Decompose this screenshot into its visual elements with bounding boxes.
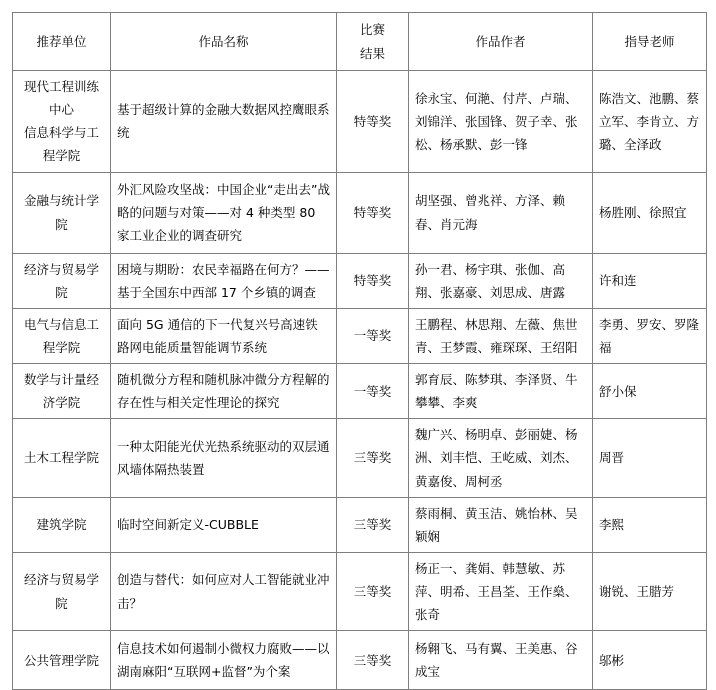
cell-unit: 现代工程训练中心 信息科学与工程学院 <box>13 71 111 173</box>
cell-title: 一种太阳能光伏光热系统驱动的双层通风墙体隔热装置 <box>111 419 337 497</box>
table-row <box>13 497 707 552</box>
cell-result: 三等奖 <box>337 419 409 497</box>
header-row <box>13 13 707 71</box>
cell-title: 困境与期盼：农民幸福路在何方？——基于全国东中西部 17 个乡镇的调查 <box>111 253 337 308</box>
cell-title: 信息技术如何遏制小微权力腐败——以湖南麻阳“互联网+监督”为个案 <box>111 631 337 690</box>
cell-teacher: 邬彬 <box>593 631 707 690</box>
cell-result: 三等奖 <box>337 497 409 552</box>
cell-unit: 经济与贸易学院 <box>13 253 111 308</box>
cell-result: 三等奖 <box>337 631 409 690</box>
cell-unit: 金融与统计学院 <box>13 172 111 253</box>
cell-authors: 杨正一、龚娟、韩慧敏、苏萍、明希、王昌荃、王作燊、张奇 <box>409 552 593 630</box>
cell-teacher: 李熙 <box>593 497 707 552</box>
cell-authors: 蔡雨桐、黄玉洁、姚怡林、吴颖娴 <box>409 497 593 552</box>
column-header-result-line1: 比赛 <box>359 22 385 38</box>
cell-teacher: 舒小保 <box>593 364 707 419</box>
cell-result: 特等奖 <box>337 172 409 253</box>
cell-teacher: 杨胜刚、徐照宜 <box>593 172 707 253</box>
cell-teacher: 周晋 <box>593 419 707 497</box>
cell-title: 面向 5G 通信的下一代复兴号高速铁路网电能质量智能调节系统 <box>111 308 337 363</box>
cell-teacher: 许和连 <box>593 253 707 308</box>
cell-unit: 公共管理学院 <box>13 631 111 690</box>
table-row <box>13 552 707 630</box>
column-header-unit: 推荐单位 <box>13 13 111 71</box>
table-row <box>13 308 707 363</box>
cell-authors: 徐永宝、何滟、付芹、卢瑞、刘锦洋、张国锋、贺子幸、张松、杨承默、彭一锋 <box>409 71 593 173</box>
cell-title: 随机微分方程和随机脉冲微分方程解的存在性与相关定性理论的探究 <box>111 364 337 419</box>
column-header-result <box>337 13 409 71</box>
cell-authors: 胡坚强、曾兆祥、方泽、赖春、肖元海 <box>409 172 593 253</box>
cell-authors: 孙一君、杨宇琪、张伽、高翔、张嘉豪、刘思成、唐露 <box>409 253 593 308</box>
table-body <box>13 71 707 690</box>
column-header-teacher: 指导老师 <box>593 13 707 71</box>
table-row <box>13 71 707 173</box>
table-row <box>13 419 707 497</box>
cell-authors: 杨翱飞、马有翼、王美惠、谷成宝 <box>409 631 593 690</box>
column-header-authors: 作品作者 <box>409 13 593 71</box>
cell-authors: 郭育辰、陈梦琪、李泽贤、牛攀攀、李爽 <box>409 364 593 419</box>
cell-title: 外汇风险攻坚战：中国企业“走出去”战略的问题与对策——对 4 种类型 80 家工业企业的调查研究 <box>111 172 337 253</box>
cell-result: 特等奖 <box>337 71 409 173</box>
cell-result: 三等奖 <box>337 552 409 630</box>
column-header-result-line2: 结果 <box>359 45 385 61</box>
cell-unit: 建筑学院 <box>13 497 111 552</box>
table-row <box>13 631 707 690</box>
table-row <box>13 253 707 308</box>
cell-authors: 王鹏程、林思翔、左薇、焦世青、王梦霞、雍琛琛、王绍阳 <box>409 308 593 363</box>
table-row <box>13 172 707 253</box>
cell-unit: 经济与贸易学院 <box>13 552 111 630</box>
cell-unit: 数学与计量经济学院 <box>13 364 111 419</box>
cell-unit: 土木工程学院 <box>13 419 111 497</box>
cell-result: 一等奖 <box>337 364 409 419</box>
cell-title: 创造与替代：如何应对人工智能就业冲击？ <box>111 552 337 630</box>
cell-teacher: 谢锐、王腊芳 <box>593 552 707 630</box>
cell-title: 基于超级计算的金融大数据风控鹰眼系统 <box>111 71 337 173</box>
cell-title: 临时空间新定义-CUBBLE <box>111 497 337 552</box>
cell-unit: 电气与信息工程学院 <box>13 308 111 363</box>
table-header <box>13 13 707 71</box>
cell-teacher: 陈浩文、池鹏、蔡立军、李肯立、方璐、全泽政 <box>593 71 707 173</box>
award-results-table <box>12 12 707 690</box>
cell-teacher: 李勇、罗安、罗隆福 <box>593 308 707 363</box>
cell-result: 一等奖 <box>337 308 409 363</box>
table-row <box>13 364 707 419</box>
column-header-title: 作品名称 <box>111 13 337 71</box>
cell-authors: 魏广兴、杨明卓、彭丽婕、杨洲、刘丰恺、王屹威、刘杰、黄嘉俊、周柯丞 <box>409 419 593 497</box>
cell-result: 特等奖 <box>337 253 409 308</box>
